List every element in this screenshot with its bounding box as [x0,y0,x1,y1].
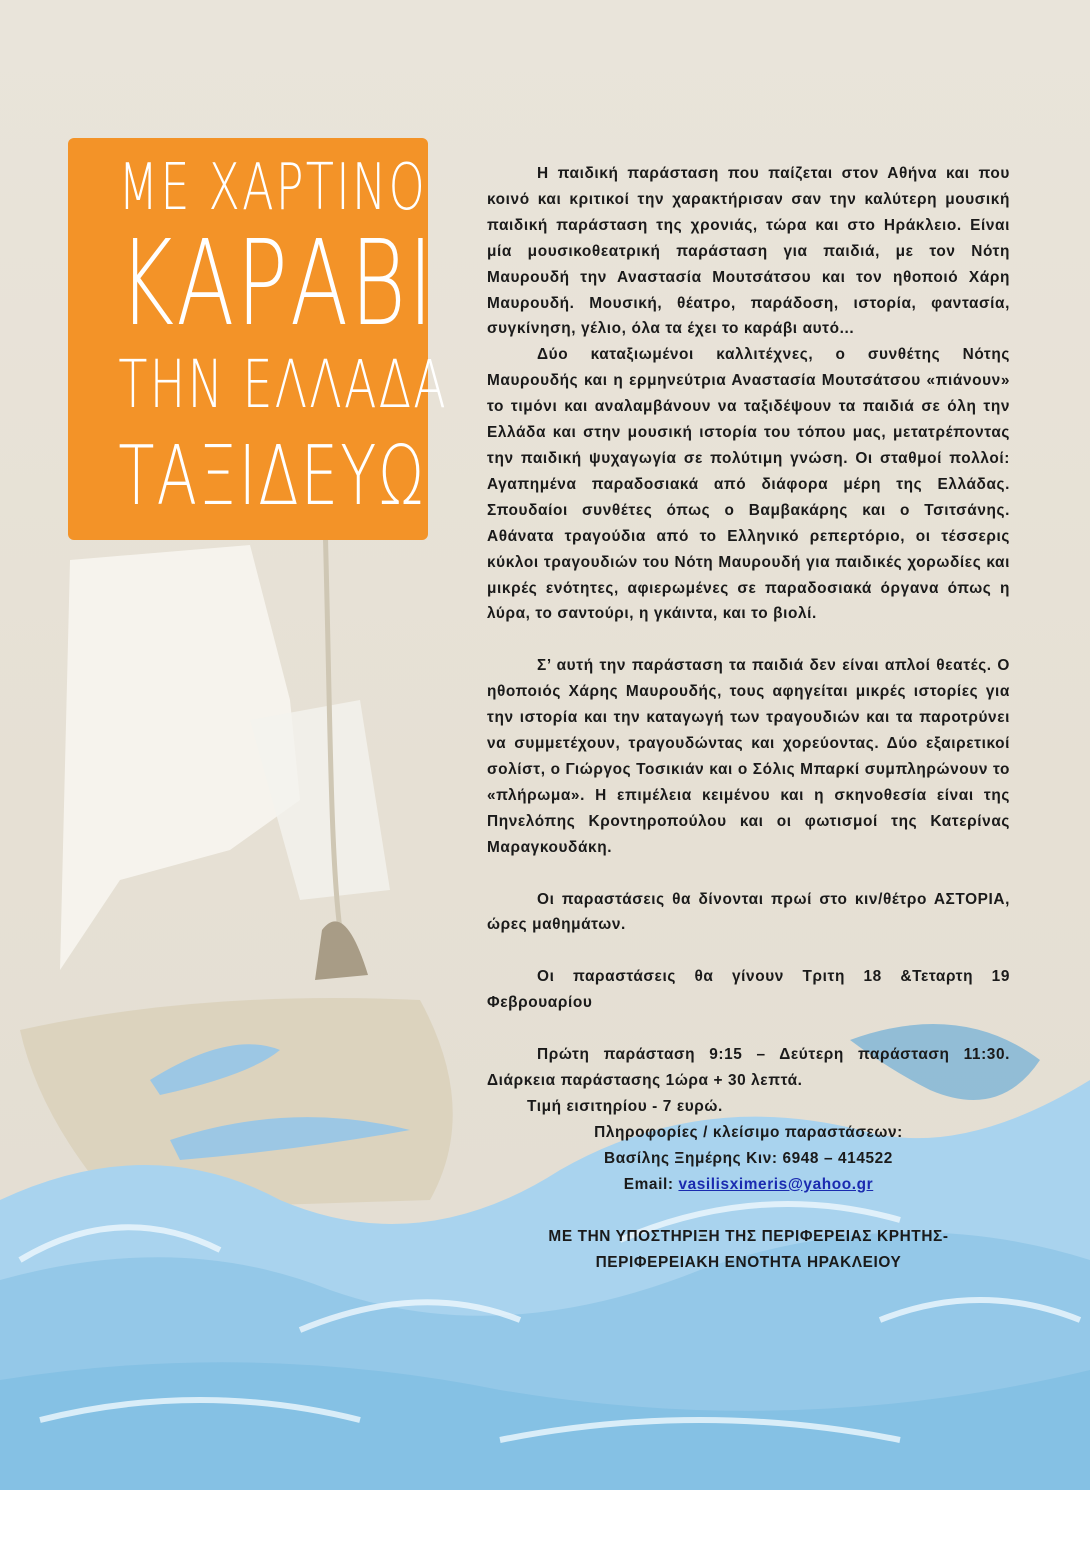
paragraph-venue: Οι παραστάσεις θα δίνονται πρωί στο κιν/θέτρο ΑΣΤΟΡΙΑ, ώρες μαθημάτων. [487,890,1010,934]
title-block [68,138,448,540]
title-line: ΚΑΡΑΒΙ [118,214,436,352]
support-line: ΜΕ ΤΗΝ ΥΠΟΣΤΗΡΙΞΗ ΤΗΣ ΠΕΡΙΦΕΡΕΙΑΣ ΚΡΗΤΗΣ- [548,1227,949,1245]
title-line: ΤΗΝ ΕΛΛΑΔΑ [118,346,448,423]
paragraph-intro: Η παιδική παράσταση που παίζεται στον Αθήνα και που κοινό και κριτικοί την χαρακτήρισαν σαν την καλύτερη μουσική παιδική παράσταση της χρονιάς, τώρα και στο Ηράκλειο. Είναι μία μουσικοθεατρική παράσταση για παιδιά, με τον Νότη Μαυρουδή την Αναστασία Μουτσάτσου και τον ηθοποιό Χάρη Μαυρουδή. Μουσική, θέατρο, παράδοση, ιστορία, φαντασία, συγκίνηση, γέλιο, όλα τα έχει το καράβι αυτό... [487,165,1010,338]
paragraph-dates: Οι παραστάσεις θα γίνουν Τριτη 18 &Τεταρτη 19 Φεβρουαρίου [487,968,1010,1012]
email-label: Email: [623,1175,674,1193]
paragraph-artists: Δύο καταξιωμένοι καλλιτέχνες, ο συνθέτης Νότης Μαυρουδής και η ερμηνεύτρια Αναστασία Μουτσάτσου «πιάνουν» το τιμόνι και αναλαμβάνουν να ταξιδέψουν τα παιδιά σε όλη την Ελλάδα και στην μουσική ιστορία του τόπου μας, μετατρέποντας την παιδική ψυχαγωγία σε πολύτιμη γνώση. Οι σταθμοί πολλοί: Αγαπημένα παραδοσιακά από διάφορα μέρη της Ελλάδας. Σπουδαίοι συνθέτες όπως ο Βαμβακάρης και ο Τσιτσάνης. Αθάνατα τραγούδια από το Ελληνικό ρεπερτόριο, οι τέσσερις κύκλοι τραγουδιών του Νότη Μαυρουδή για παιδικές χορωδίες και μικρές ενότητες, αφιερωμένες σε παραδοσιακά όργανα όπως η λύρα, το σαντούρι, η γκάιντα, και το βιολί. [487,346,1010,623]
bell-icon [315,921,368,980]
body-text [487,161,1010,1275]
support-line: ΠΕΡΙΦΕΡΕΙΑΚΗ ΕΝΟΤΗΤΑ ΗΡΑΚΛΕΙΟΥ [595,1253,902,1271]
contact-person: Βασίλης Ξημέρης Κιν: 6948 – 414522 [604,1149,893,1167]
title-line: ΤΑΞΙΔΕΥΩ [118,429,426,524]
email-line [487,1172,1010,1198]
paragraph-schedule: Πρώτη παράσταση 9:15 – Δεύτερη παράσταση 11:30. Διάρκεια παράστασης 1ώρα + 30 λεπτά. [487,1046,1010,1090]
ticket-price: Τιμή εισιτηρίου - 7 ευρώ. [527,1098,723,1115]
contact-heading: Πληροφορίες / κλείσιμο παραστάσεων: [594,1123,903,1141]
title-line: ΜΕ ΧΑΡΤΙΝΟ [118,151,427,225]
email-link[interactable]: vasilisximeris@yahoo.gr [678,1175,874,1193]
paragraph-performance: Σ’ αυτή την παράσταση τα παιδιά δεν είναι απλοί θεατές. Ο ηθοποιός Χάρης Μαυρουδής, τους αφηγείται μικρές ιστορίες για την ιστορία και την καταγωγή των τραγουδιών και τα παροτρύνει να συμμετέχουν, τραγουδώντας και χορεύοντας. Δύο εξαιρετικοί σολίστ, ο Γιώργος Τοσικιάν και ο Σόλις Μπαρκί συμπληρώνουν το «πλήρωμα». Η επιμέλεια κειμένου και η σκηνοθεσία είναι της Πηνελόπης Κροντηροπούλου και οι φωτισμοί της Κατερίνας Μαραγκουδάκη. [487,657,1010,856]
